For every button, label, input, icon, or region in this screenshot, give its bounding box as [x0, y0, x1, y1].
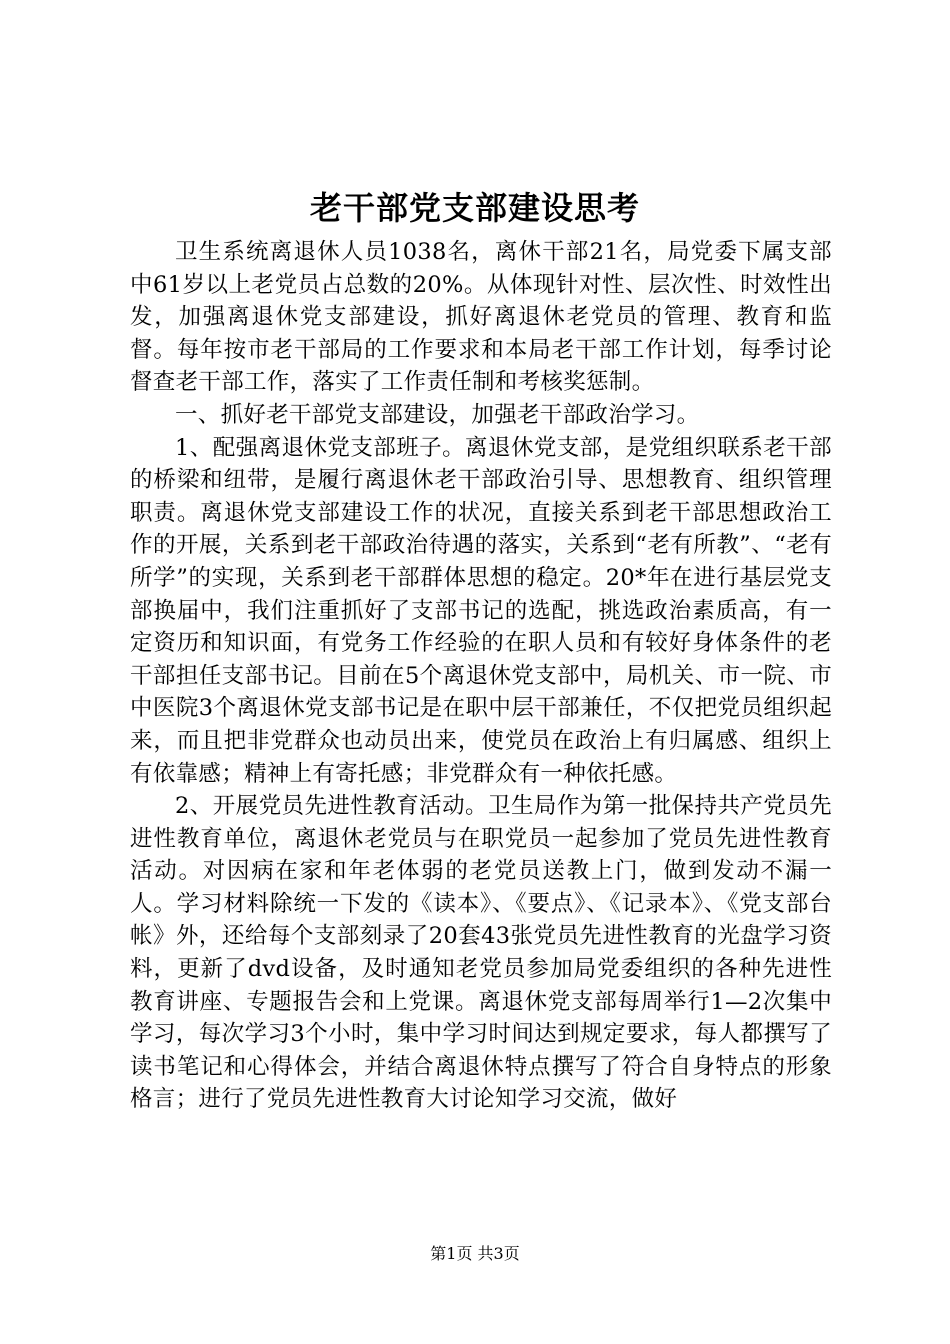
paragraph-section-heading: 一、抓好老干部党支部建设，加强老干部政治学习。	[175, 401, 700, 428]
paragraph-item-2: 2、开展党员先进性教育活动。卫生局作为第一批保持共产党员先进性教育单位，离退休老党员与在职党员一起参加了党员先进性教育活动。对因病在家和年老体弱的老党员送教上门，做到发动不漏一人。学习材料除统一下发的《读本》、《要点》、《记录本》、《党支部台帐》外，还给每个支部刻录了20套43张党员先进性教育的光盘学习资料，更新了dvd设备，及时通知老党员参加局党委组织的各种先进性教育讲座、专题报告会和上党课。离退休党支部每周举行1—2次集中学习，每次学习3个小时，集中学习时间达到规定要求，每人都撰写了读书笔记和心得体会，并结合离退休特点撰写了符合自身特点的形象格言；进行了党员先进性教育大讨论知学习交流，做好	[130, 793, 832, 1113]
paragraph-item-1: 1、配强离退休党支部班子。离退休党支部，是党组织联系老干部的桥梁和纽带，是履行离退休老干部政治引导、思想教育、组织管理职责。离退休党支部建设工作的状况，直接关系到老干部思想政治工作的开展，关系到老干部政治待遇的落实，关系到“老有所教”、“老有所学”的实现，关系到老干部群体思想的稳定。20*年在进行基层党支部换届中，我们注重抓好了支部书记的选配，挑选政治素质高，有一定资历和知识面，有党务工作经验的在职人员和有较好身体条件的老干部担任支部书记。目前在5个离退休党支部中，局机关、市一院、市中医院3个离退休党支部书记是在职中层干部兼任，不仅把党员组织起来，而且把非党群众也动员出来，使党员在政治上有归属感、组织上有依靠感；精神上有寄托感；非党群众有一种依托感。	[130, 434, 832, 787]
document-title: 老干部党支部建设思考	[309, 189, 640, 227]
page-footer: 第1页 共3页	[430, 1244, 520, 1263]
paragraph-intro: 卫生系统离退休人员1038名，离休干部21名，局党委下属支部中61岁以上老党员占总数的20%。从体现针对性、层次性、时效性出发，加强离退休党支部建设，抓好离退休老党员的管理、教育和监督。每年按市老干部局的工作要求和本局老干部工作计划，每季讨论督查老干部工作，落实了工作责任制和考核奖惩制。	[130, 239, 832, 396]
document-body	[130, 236, 832, 1116]
